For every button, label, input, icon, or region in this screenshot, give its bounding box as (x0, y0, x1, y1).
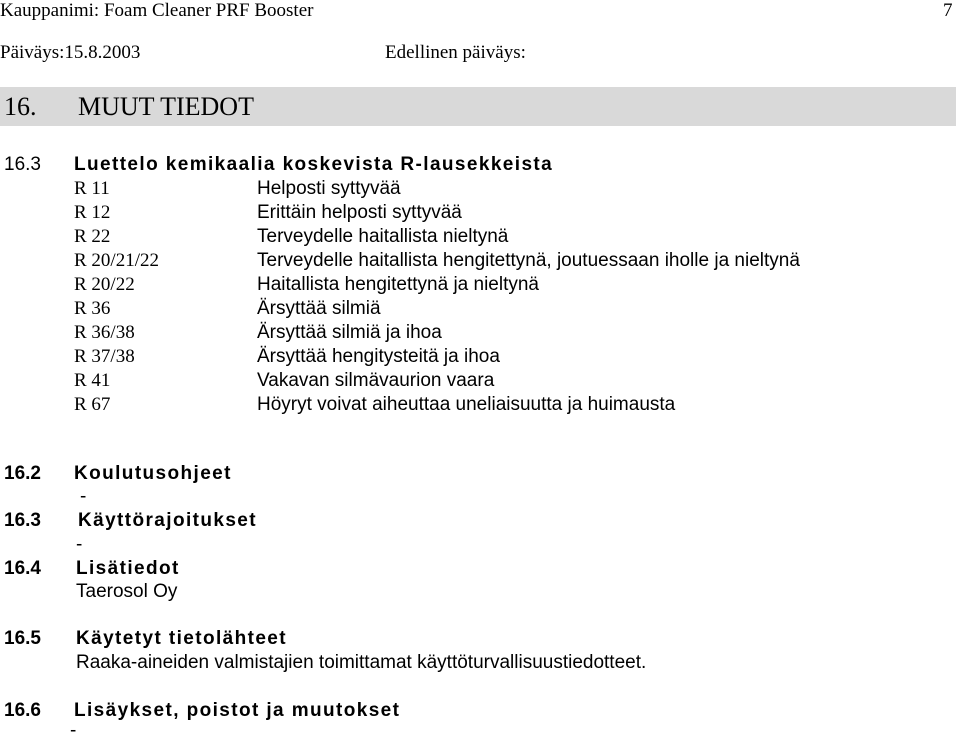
r-phrase-text: Ärsyttää silmiä (257, 298, 381, 319)
r-phrase-code: R 12 (74, 202, 111, 223)
r-phrase-text: Erittäin helposti syttyvää (257, 202, 462, 223)
r-phrase-text: Helposti syttyvää (257, 178, 401, 199)
usage-restrictions-content: - (76, 534, 83, 555)
r-phrase-code: R 20/21/22 (74, 250, 159, 271)
subsection-number: 16.3 (4, 154, 41, 175)
r-phrase-code: R 22 (74, 226, 111, 247)
r-phrase-code: R 36/38 (74, 322, 135, 343)
r-phrase-code: R 41 (74, 370, 111, 391)
product-name: Kauppanimi: Foam Cleaner PRF Booster (0, 0, 314, 21)
issue-date: Päiväys:15.8.2003 (0, 42, 141, 63)
r-phrase-code: R 36 (74, 298, 111, 319)
r-phrase-text: Vakavan silmävaurion vaara (257, 370, 495, 391)
section-number: 16. (4, 92, 37, 121)
training-title: Koulutusohjeet (74, 463, 232, 484)
r-phrase-code: R 67 (74, 394, 111, 415)
sources-content: Raaka-aineiden valmistajien toimittamat käyttöturvallisuustiedotteet. (76, 652, 647, 673)
section-title: MUUT TIEDOT (78, 92, 254, 121)
subsection-number: 16.3 (4, 510, 41, 531)
sources-title: Käytetyt tietolähteet (76, 628, 287, 649)
additional-info-title: Lisätiedot (76, 558, 180, 579)
r-phrase-text: Terveydelle haitallista nieltynä (257, 226, 509, 247)
subsection-number: 16.2 (4, 463, 41, 484)
changes-content: - (70, 720, 77, 741)
page-number: 7 (943, 0, 953, 21)
additional-info-content: Taerosol Oy (76, 581, 178, 602)
r-phrase-code: R 20/22 (74, 274, 135, 295)
previous-date-label: Edellinen päiväys: (385, 42, 526, 63)
subsection-number: 16.4 (4, 558, 41, 579)
usage-restrictions-title: Käyttörajoitukset (78, 510, 258, 531)
training-content: - (80, 486, 87, 507)
r-phrase-list-title: Luettelo kemikaalia koskevista R-lausekkeista (74, 154, 554, 175)
r-phrase-text: Ärsyttää hengitysteitä ja ihoa (257, 346, 500, 367)
subsection-number: 16.5 (4, 628, 41, 649)
r-phrase-text: Ärsyttää silmiä ja ihoa (257, 322, 442, 343)
r-phrase-text: Haitallista hengitettynä ja nieltynä (257, 274, 540, 295)
r-phrase-code: R 11 (74, 178, 110, 199)
r-phrase-text: Terveydelle haitallista hengitettynä, joutuessaan iholle ja nieltynä (257, 250, 800, 271)
changes-title: Lisäykset, poistot ja muutokset (74, 700, 401, 721)
r-phrase-text: Höyryt voivat aiheuttaa uneliaisuutta ja huimausta (257, 394, 676, 415)
r-phrase-code: R 37/38 (74, 346, 135, 367)
subsection-number: 16.6 (4, 700, 41, 721)
